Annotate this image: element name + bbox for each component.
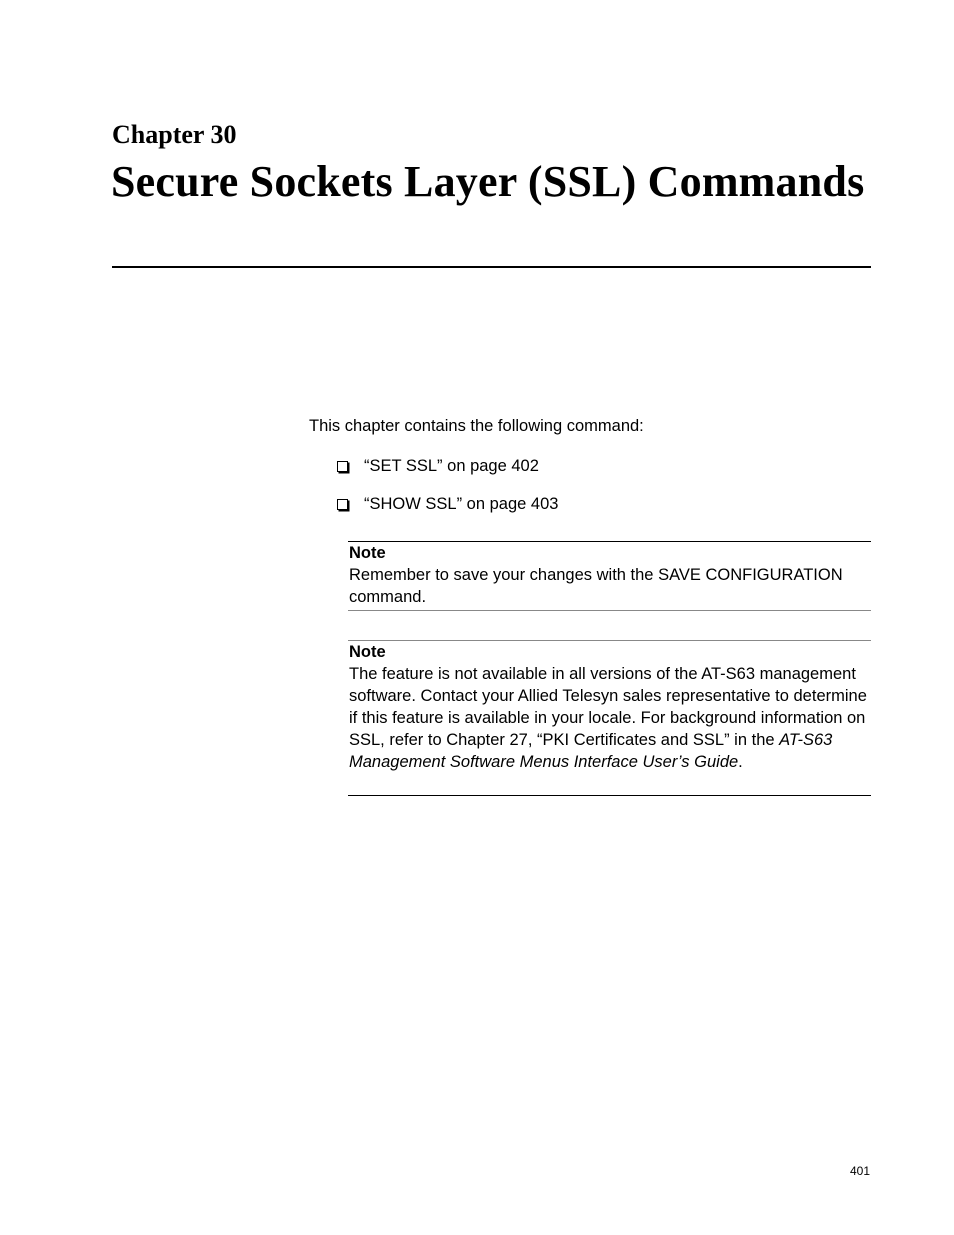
note-feature-availability — [348, 640, 871, 797]
note-body-text: The feature is not available in all versions of the AT-S63 management software. Contact your Allied Telesyn sales representative to determine if this feature is available in your locale. For background information on SSL, refer to Chapter 27, “PKI Certificates and SSL” in the — [349, 665, 867, 749]
note-save-configuration — [348, 541, 871, 611]
guide-title-reference[interactable]: AT-S63 Management Software Menus Interface User’s Guide — [349, 731, 833, 771]
command-link[interactable]: “SET SSL” on page 402 — [364, 457, 539, 475]
page-number: 401 — [850, 1164, 871, 1178]
note-bottom-rule — [348, 795, 871, 796]
command-link[interactable]: “SHOW SSL” on page 403 — [364, 495, 559, 513]
note-body — [348, 663, 871, 773]
command-list — [337, 455, 558, 531]
note-content — [348, 542, 871, 608]
note-heading: Note — [349, 643, 386, 661]
note-heading: Note — [349, 544, 386, 562]
checkbox-bullet-icon — [337, 461, 348, 472]
checkbox-bullet-icon — [337, 499, 348, 510]
title-divider — [112, 266, 871, 268]
note-body: Remember to save your changes with the SAVE CONFIGURATION command. — [349, 566, 843, 606]
command-list-item[interactable] — [337, 455, 558, 477]
chapter-title: Secure Sockets Layer (SSL) Commands — [111, 157, 865, 206]
command-list-item[interactable] — [337, 493, 558, 515]
note-content — [348, 641, 871, 773]
chapter-label: Chapter 30 — [112, 120, 237, 149]
note-bottom-rule — [348, 610, 871, 611]
intro-text: This chapter contains the following command: — [309, 417, 644, 435]
note-body-end: . — [738, 753, 743, 771]
